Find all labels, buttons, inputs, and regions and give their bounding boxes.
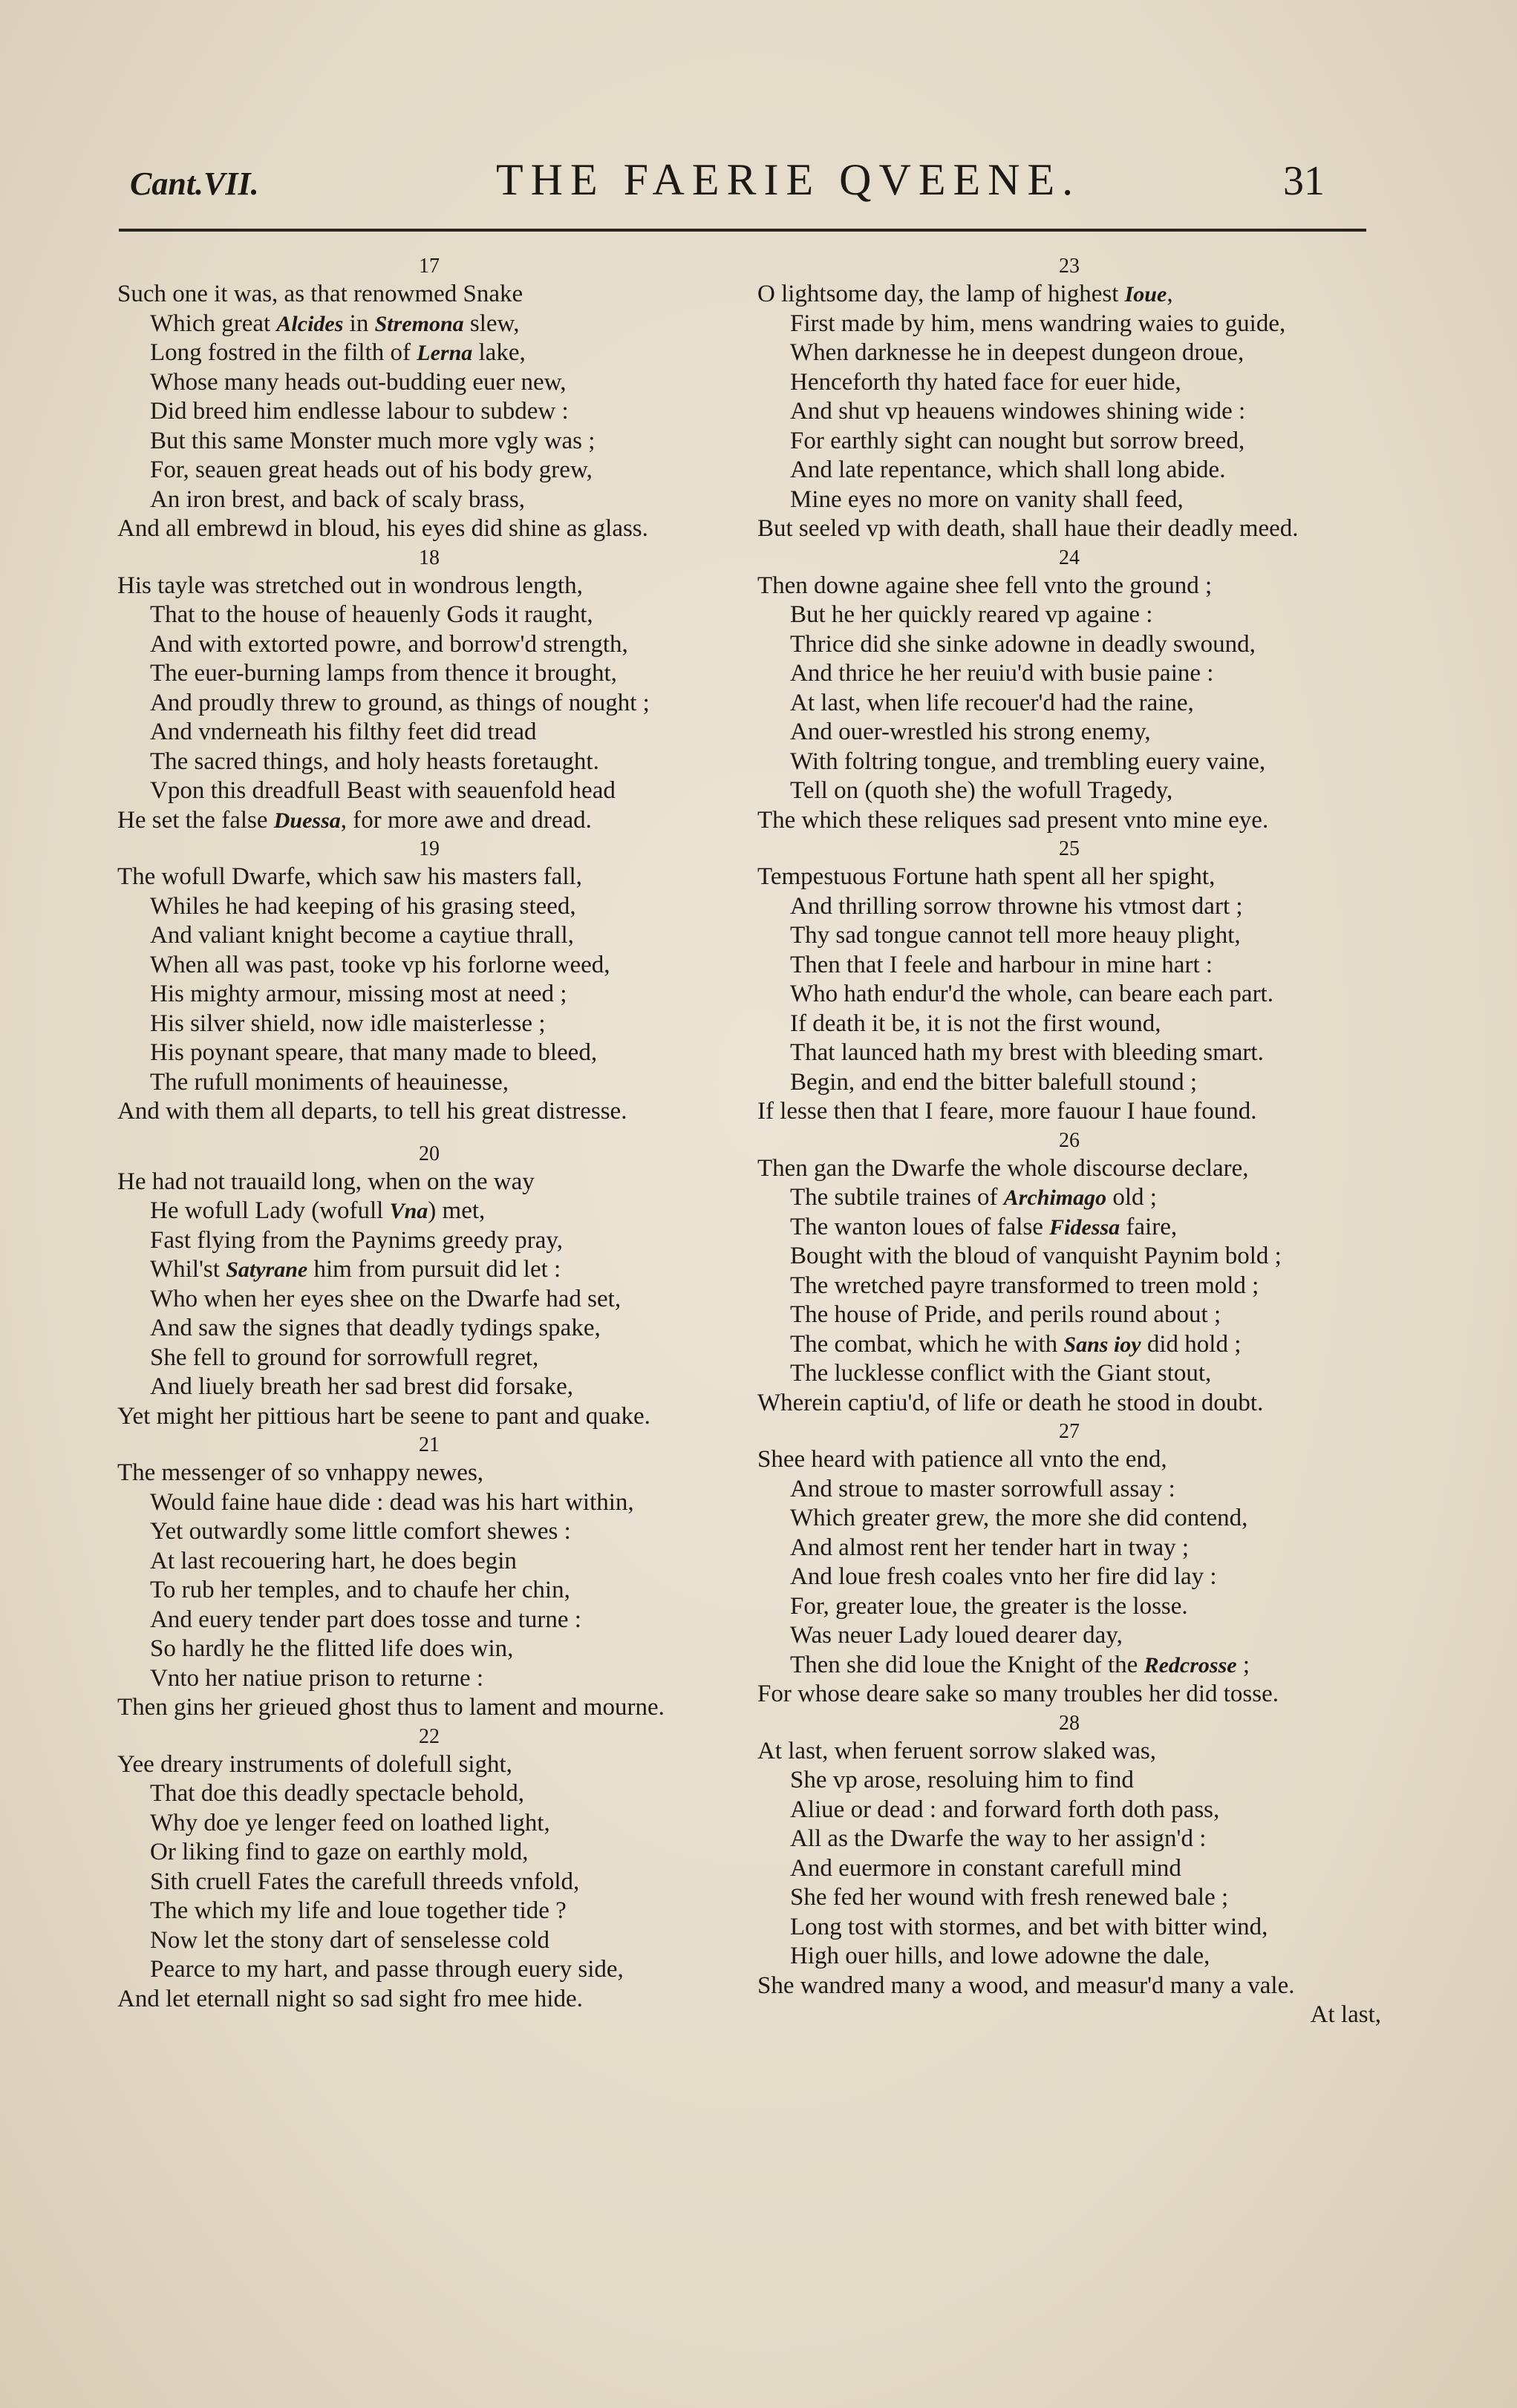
verse-line: Wherein captiu'd, of life or death he stood in doubt.	[757, 1389, 1264, 1416]
verse-text: Long fostred in the filth of	[150, 339, 417, 366]
verse-line	[757, 1213, 1381, 1243]
verse-line: And vnderneath his filthy feet did tread	[150, 719, 537, 745]
verse-line: And all embrewd in bloud, his eyes did shine as glass.	[117, 515, 648, 542]
italic-name: Sans ioy	[1063, 1332, 1141, 1357]
verse-text: He wofull Lady (wofull	[150, 1197, 390, 1224]
verse-line: She wandred many a wood, and measur'd many a vale.	[757, 1972, 1295, 1999]
verse-line: Henceforth thy hated face for euer hide,	[790, 368, 1181, 396]
verse-line: At last recouering hart, he does begin	[150, 1547, 517, 1574]
verse-line	[117, 310, 741, 339]
verse-line: Vpon this dreadfull Beast with seauenfold head	[150, 777, 616, 804]
verse-line: And loue fresh coales vnto her fire did lay :	[790, 1563, 1217, 1590]
verse-line: And almost rent her tender hart in tway ;	[790, 1534, 1190, 1561]
verse-line: Who hath endur'd the whole, can beare each part.	[790, 981, 1273, 1007]
verse-line	[117, 1197, 741, 1226]
verse-line	[117, 1255, 741, 1285]
verse-text: O lightsome day, the lamp of highest	[757, 281, 1125, 307]
stanza-number: 23	[1059, 255, 1080, 278]
verse-line: Why doe ye lenger feed on loathed light,	[150, 1809, 550, 1836]
italic-name: Fidessa	[1049, 1214, 1120, 1240]
running-head-canto: Cant.VII.	[130, 166, 259, 202]
verse-line: That doe this deadly spectacle behold,	[150, 1780, 524, 1807]
verse-line: The wofull Dwarfe, which saw his masters fall,	[117, 863, 582, 890]
verse-line: But this same Monster much more vgly was ;	[150, 427, 596, 454]
italic-name: Redcrosse	[1144, 1652, 1237, 1678]
stanza-number: 25	[1059, 837, 1080, 860]
verse-text: did hold ;	[1141, 1330, 1242, 1358]
verse-line: And ouer-wrestled his strong enemy,	[790, 719, 1151, 745]
verse-line: For whose deare sake so many troubles her did tosse.	[757, 1681, 1279, 1707]
verse-line: His silver shield, now idle maisterlesse ;	[150, 1010, 546, 1037]
verse-line: His tayle was stretched out in wondrous length,	[117, 572, 583, 599]
verse-line: Did breed him endlesse labour to subdew :	[150, 398, 569, 425]
verse-line: So hardly he the flitted life does win,	[150, 1635, 514, 1662]
verse-line: The messenger of so vnhappy newes,	[117, 1459, 484, 1486]
verse-line: And let eternall night so sad sight fro mee hide.	[117, 1985, 583, 2012]
stanza-gap	[117, 1127, 741, 1140]
stanza-number: 24	[1059, 546, 1080, 569]
verse-line: His mighty armour, missing most at need ;	[150, 981, 567, 1007]
verse-line: For earthly sight can nought but sorrow breed,	[790, 427, 1245, 454]
verse-line: Vnto her natiue prison to returne :	[150, 1664, 484, 1692]
verse-line: The sacred things, and holy heasts foretaught.	[150, 747, 599, 775]
verse-line: Was neuer Lady loued dearer day,	[790, 1622, 1123, 1649]
verse-line: Then that I feele and harbour in mine hart :	[790, 951, 1213, 978]
verse-line: Thy sad tongue cannot tell more heauy plight,	[790, 922, 1241, 949]
verse-line: Yet might her pittious hart be seene to pant and quake.	[117, 1402, 650, 1430]
stanza-number: 26	[1059, 1128, 1080, 1152]
stanza-number: 28	[1059, 1711, 1080, 1735]
verse-line: And shut vp heauens windowes shining wide :	[790, 398, 1246, 425]
verse-line: Begin, and end the bitter balefull stound ;	[790, 1068, 1198, 1096]
stanza-number: 18	[419, 546, 440, 569]
verse-line: Then downe againe shee fell vnto the ground ;	[757, 572, 1213, 599]
verse-line: And saw the signes that deadly tydings spake,	[150, 1315, 601, 1341]
verse-line	[757, 280, 1381, 310]
verse-text: faire,	[1120, 1213, 1178, 1240]
verse-text: , for more awe and dread.	[340, 806, 592, 834]
verse-line: Or liking find to gaze on earthly mold,	[150, 1839, 529, 1865]
verse-line: At last, when life recouer'd had the raine,	[790, 689, 1194, 716]
verse-line: And with them all departs, to tell his great distresse.	[117, 1098, 627, 1125]
stanza-number: 19	[419, 837, 440, 860]
verse-line: First made by him, mens wandring waies to guide,	[790, 310, 1286, 337]
verse-line	[117, 806, 741, 836]
verse-line: And euermore in constant carefull mind	[790, 1854, 1181, 1882]
catchword: At last,	[1310, 2001, 1381, 2028]
stanza-number: 27	[1059, 1420, 1080, 1443]
verse-line: The which these reliques sad present vnto mine eye.	[757, 806, 1269, 834]
verse-line: Tempestuous Fortune hath spent all her spight,	[757, 863, 1216, 890]
italic-name: Satyrane	[226, 1257, 308, 1282]
verse-text: ,	[1167, 281, 1173, 307]
verse-line: Pearce to my hart, and passe through euery side,	[150, 1956, 624, 1983]
verse-line: When all was past, tooke vp his forlorne weed,	[150, 951, 610, 978]
verse-line: Long tost with stormes, and bet with bitter wind,	[790, 1913, 1268, 1940]
italic-name: Alcides	[276, 311, 344, 336]
italic-name: Archimago	[1003, 1185, 1107, 1210]
verse-line: With foltring tongue, and trembling euery vaine,	[790, 747, 1266, 775]
italic-name: Lerna	[417, 341, 473, 365]
verse-line: At last, when feruent sorrow slaked was,	[757, 1737, 1157, 1764]
verse-text: Which great	[150, 310, 277, 337]
italic-name: Stremona	[374, 311, 464, 336]
verse-line: Then gan the Dwarfe the whole discourse declare,	[757, 1154, 1249, 1182]
verse-line: And thrilling sorrow throwne his vtmost dart ;	[790, 892, 1243, 920]
stanza-number: 22	[419, 1724, 440, 1748]
verse-line: Shee heard with patience all vnto the end,	[757, 1446, 1167, 1473]
verse-line: And late repentance, which shall long abide.	[790, 457, 1226, 483]
verse-text: Then she did loue the Knight of the	[790, 1651, 1144, 1678]
verse-line: And proudly threw to ground, as things of nought ;	[150, 689, 650, 716]
verse-line: She fed her wound with fresh renewed bale ;	[790, 1884, 1229, 1911]
verse-line: The euer-burning lamps from thence it brought,	[150, 660, 617, 687]
verse-text: The wanton loues of false	[790, 1213, 1050, 1240]
verse-line: He had not trauaild long, when on the way	[117, 1168, 535, 1195]
italic-name: Duessa	[273, 808, 341, 833]
verse-line: Mine eyes no more on vanity shall feed,	[790, 485, 1184, 513]
stanza-number: 21	[419, 1433, 440, 1456]
verse-text: Whil'st	[150, 1256, 226, 1283]
verse-line: When darknesse he in deepest dungeon droue,	[790, 339, 1244, 366]
running-head-title: THE FAERIE QVEENE.	[496, 155, 1081, 204]
verse-line: She vp arose, resoluing him to find	[790, 1767, 1134, 1793]
verse-line	[757, 1651, 1381, 1681]
verse-line	[757, 1330, 1381, 1360]
verse-line: But he her quickly reared vp againe :	[790, 601, 1153, 628]
verse-line: And liuely breath her sad brest did forsake,	[150, 1373, 573, 1400]
verse-text: him from pursuit did let :	[307, 1256, 561, 1283]
verse-text: lake,	[472, 339, 526, 366]
left-column	[117, 252, 741, 2014]
verse-line: Aliue or dead : and forward forth doth pass,	[790, 1796, 1220, 1823]
verse-line: The which my life and loue together tide ?	[150, 1897, 567, 1924]
verse-text: ;	[1236, 1651, 1250, 1678]
verse-line: Tell on (quoth she) the wofull Tragedy,	[790, 777, 1173, 804]
stanza-number: 20	[419, 1142, 440, 1165]
verse-line: All as the Dwarfe the way to her assign'd :	[790, 1825, 1207, 1852]
verse-line	[757, 1183, 1381, 1213]
verse-line: If death it be, it is not the first wound,	[790, 1010, 1161, 1037]
verse-line: Yet outwardly some little comfort shewes :	[150, 1518, 571, 1545]
verse-line: Now let the stony dart of senselesse cold	[150, 1926, 549, 1954]
verse-line: Would faine haue dide : dead was his hart within,	[150, 1488, 634, 1516]
verse-line: Who when her eyes shee on the Dwarfe had set,	[150, 1285, 622, 1312]
verse-text: in	[343, 310, 375, 337]
verse-line: Which greater grew, the more she did contend,	[790, 1505, 1248, 1531]
verse-text: ) met,	[428, 1197, 486, 1224]
verse-line: Sith cruell Fates the carefull threeds vnfold,	[150, 1868, 580, 1895]
verse-line: The rufull moniments of heauinesse,	[150, 1068, 509, 1096]
verse-line: Yee dreary instruments of dolefull sight,	[117, 1750, 512, 1778]
verse-line: And thrice he her reuiu'd with busie paine :	[790, 660, 1214, 687]
verse-line: If lesse then that I feare, more fauour I haue found.	[757, 1098, 1257, 1125]
verse-text: old ;	[1106, 1184, 1157, 1211]
verse-line: That to the house of heauenly Gods it raught,	[150, 601, 593, 628]
verse-line: For, seauen great heads out of his body grew,	[150, 457, 593, 483]
verse-line: That launced hath my brest with bleeding smart.	[790, 1039, 1264, 1066]
verse-line: Whiles he had keeping of his grasing steed,	[150, 892, 576, 920]
page-number: 31	[1283, 158, 1325, 204]
stanza-number: 17	[419, 255, 440, 278]
verse-line: Such one it was, as that renowmed Snake	[117, 281, 523, 307]
verse-line: His poynant speare, that many made to bleed,	[150, 1039, 598, 1066]
verse-line: She fell to ground for sorrowfull regret,	[150, 1344, 539, 1371]
right-column	[757, 252, 1381, 2030]
verse-line: The lucklesse conflict with the Giant stout,	[790, 1360, 1212, 1387]
verse-text: The subtile traines of	[790, 1184, 1004, 1211]
verse-line	[117, 338, 741, 368]
verse-line: An iron brest, and back of scaly brass,	[150, 485, 525, 513]
header-rule	[119, 229, 1366, 232]
verse-line: And valiant knight become a caytiue thrall,	[150, 922, 574, 949]
verse-line: High ouer hills, and lowe adowne the dale,	[790, 1943, 1210, 1969]
verse-line: To rub her temples, and to chaufe her chin,	[150, 1577, 570, 1603]
verse-text: The combat, which he with	[790, 1330, 1064, 1358]
verse-line: But seeled vp with death, shall haue their deadly meed.	[757, 515, 1299, 542]
verse-line: Fast flying from the Paynims greedy pray,	[150, 1226, 564, 1254]
verse-text: slew,	[463, 310, 520, 337]
italic-name: Vna	[389, 1199, 428, 1223]
verse-line: Bought with the bloud of vanquisht Paynim bold ;	[790, 1243, 1282, 1269]
verse-line: Then gins her grieued ghost thus to lament and mourne.	[117, 1694, 665, 1721]
verse-line: And stroue to master sorrowfull assay :	[790, 1475, 1175, 1502]
verse-line: And with extorted powre, and borrow'd strength,	[150, 630, 628, 658]
verse-line: Thrice did she sinke adowne in deadly swound,	[790, 630, 1256, 658]
verse-text: He set the false	[117, 806, 274, 834]
verse-line: For, greater loue, the greater is the losse.	[790, 1592, 1188, 1620]
verse-line: The wretched payre transformed to treen mold ;	[790, 1272, 1259, 1299]
italic-name: Ioue	[1124, 282, 1167, 307]
verse-line: Whose many heads out-budding euer new,	[150, 368, 567, 396]
verse-line: And euery tender part does tosse and turne :	[150, 1606, 581, 1633]
verse-line: The house of Pride, and perils round about ;	[790, 1301, 1221, 1328]
